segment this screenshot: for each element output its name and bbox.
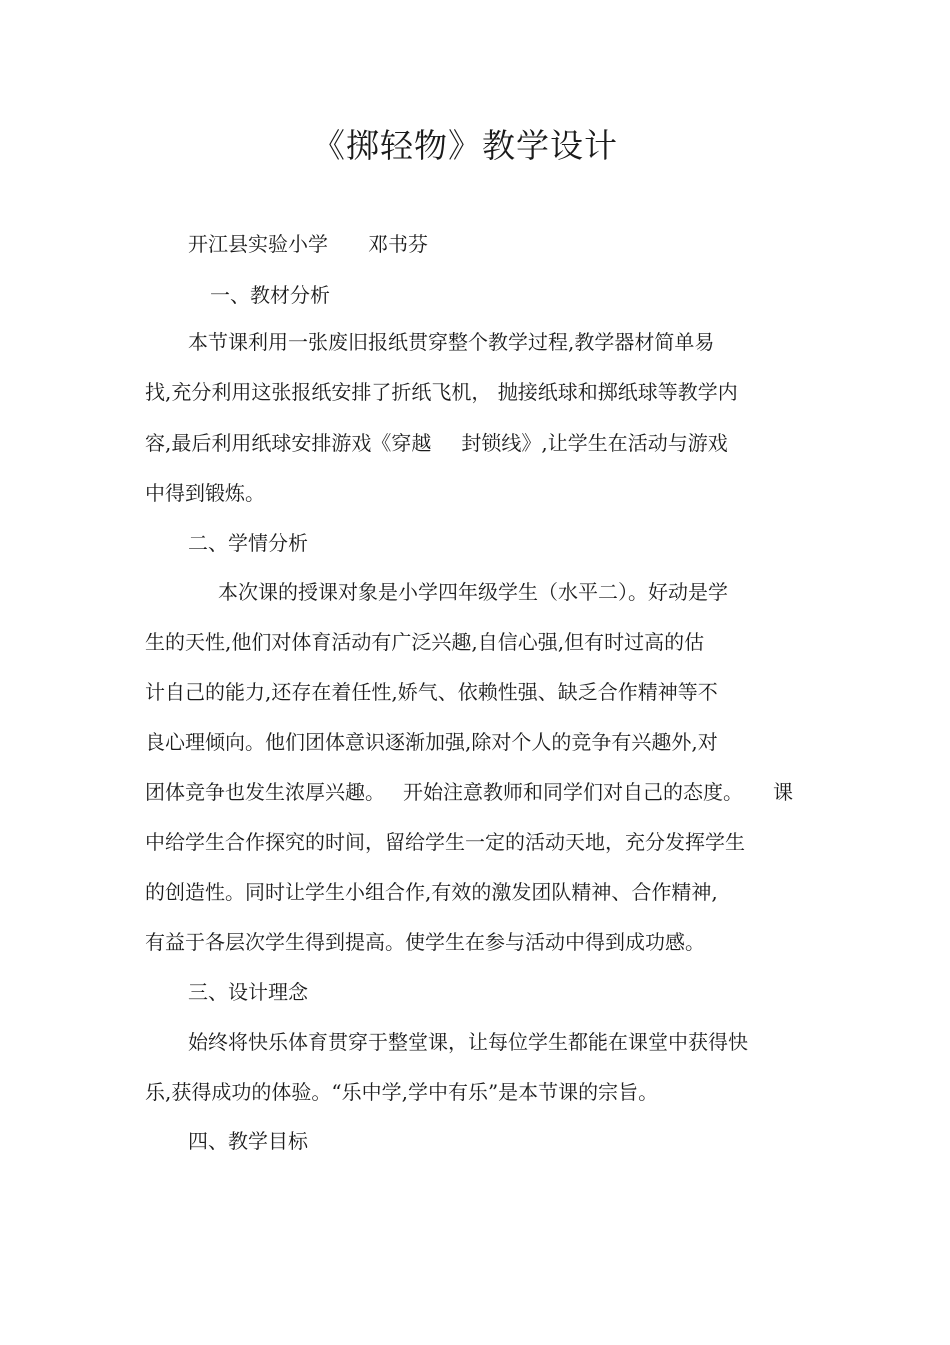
section-1-line: 本节课利用一张废旧报纸贯穿整个教学过程,教学器材简单易 <box>188 330 715 354</box>
section-2-line: 中给学生合作探究的时间，留给学生一定的活动天地，充分发挥学生 <box>145 830 745 854</box>
section-2-line: 的创造性。同时让学生小组合作,有效的激发团队精神、合作精神, <box>145 880 718 904</box>
school-name: 开江县实验小学 <box>188 232 328 256</box>
section-2-line <box>145 778 793 806</box>
section-1-heading: 一、教材分析 <box>210 283 330 307</box>
section-2-line: 生的天性,他们对体育活动有广泛兴趣,自信心强,但有时过高的估 <box>145 630 705 654</box>
document-title: 《掷轻物》教学设计 <box>312 126 618 165</box>
section-3-heading: 三、设计理念 <box>188 980 308 1004</box>
section-2-line-part: 开始注意教师和同学们对自己的态度。 <box>403 780 743 804</box>
section-2-line-part: 课 <box>773 780 793 804</box>
author-name: 邓书芬 <box>368 232 428 256</box>
section-1-line-part: 封锁线》,让学生在活动与游戏 <box>461 431 728 455</box>
section-3-line: 始终将快乐体育贯穿于整堂课，让每位学生都能在课堂中获得快 <box>188 1030 748 1054</box>
section-1-line: 中得到锻炼。 <box>145 481 265 505</box>
author-line <box>188 230 428 258</box>
section-1-line <box>145 429 728 457</box>
section-2-heading: 二、学情分析 <box>188 531 308 555</box>
section-2-line-part: 团体竞争也发生浓厚兴趣。 <box>145 780 385 804</box>
section-2-line: 本次课的授课对象是小学四年级学生（水平二）。好动是学 <box>218 580 728 604</box>
section-4-heading: 四、教学目标 <box>188 1129 308 1153</box>
section-3-line: 乐,获得成功的体验。“乐中学,学中有乐”是本节课的宗旨。 <box>145 1080 659 1104</box>
section-1-line: 找,充分利用这张报纸安排了折纸飞机， 抛接纸球和掷纸球等教学内 <box>145 380 738 404</box>
section-2-line: 良心理倾向。他们团体意识逐渐加强,除对个人的竞争有兴趣外,对 <box>145 730 718 754</box>
section-2-line: 有益于各层次学生得到提高。使学生在参与活动中得到成功感。 <box>145 930 705 954</box>
section-1-line-part: 容,最后利用纸球安排游戏《穿越 <box>145 431 432 455</box>
section-2-line: 计自己的能力,还存在着任性,娇气、依赖性强、缺乏合作精神等不 <box>145 680 718 704</box>
